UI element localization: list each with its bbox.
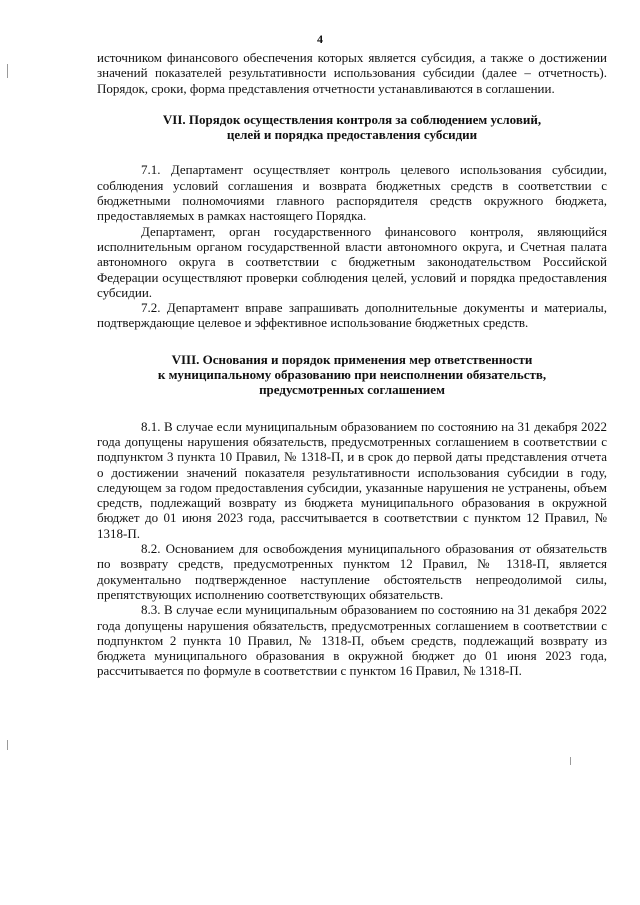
scan-mark-right [570,757,571,765]
scan-mark-bottom [7,740,8,750]
section-8-title-line-2: к муниципальному образованию при неисполнении обязательств, [157,367,547,383]
section-8-paragraph-8-1: 8.1. В случае если муниципальным образованием по состоянию на 31 декабря 2022 года допущены нарушения обязательств, предусмотренных соглашением в соответствии с подпунктом 3 пункта 10 Правил, № 1318-П, и в срок до первой даты представления отчета о достижении значений показателя результативности использования субсидии в году, следующем за годом предоставления субсидии, указанные нарушения не устранены, объем средств, подлежащий возврату из бюджета муниципального образования в окружной бюджет до 01 июня 2023 года, рассчитывается в соответствии с пунктом 12 Правил, № 1318-П. [97,418,607,541]
section-7-title [97,112,607,143]
section-8-paragraph-8-3: 8.3. В случае если муниципальным образованием по состоянию на 31 декабря 2022 года допущены нарушения обязательств, предусмотренных соглашением в соответствии с подпунктом 2 пункта 10 Правил, № 1318-П, объем средств, подлежащий возврату из бюджета муниципального образования в окружной бюджет до 01 июня 2023 года, рассчитывается по формуле в соответствии с пунктом 16 Правил, № 1318-П. [97,602,607,679]
section-7-paragraph-control: Департамент, орган государственного финансового контроля, являющийся исполнительным органом государственной власти автономного округа, и Счетная палата автономного округа в соответствии с бюджетным законодательством Российской Федерации осуществляют проверки соблюдения целей, условий и порядка предоставления субсидии. [97,223,607,300]
intro-paragraph: источником финансового обеспечения которых является субсидия, а также о достижении значений показателей результативности использования субсидии (далее – отчетность). Порядок, сроки, форма представления отчетности устанавливаются в соглашении. [97,50,607,96]
section-8-title [97,352,607,398]
section-8-title-line-1: VIII. Основания и порядок применения мер ответственности [171,351,533,367]
section-8-title-line-3: предусмотренных соглашением [259,382,445,398]
section-7-paragraph-7-2: 7.2. Департамент вправе запрашивать дополнительные документы и материалы, подтверждающие целевое и эффективное использование бюджетных средств. [97,300,607,331]
section-7-title-line-2: целей и порядка предоставления субсидии [226,127,478,143]
section-7-title-line-1: VII. Порядок осуществления контроля за соблюдением условий, [162,111,542,127]
section-7-paragraph-7-1: 7.1. Департамент осуществляет контроль целевого использования субсидии, соблюдения условий соглашения и возврата бюджетных средств в соответствии с бюджетными полномочиями главного распорядителя средств окружного бюджета, предоставляемых в рамках настоящего Порядка. [97,162,607,224]
scan-mark-top [7,64,8,78]
page-number: 4 [317,32,323,46]
section-8-paragraph-8-2: 8.2. Основанием для освобождения муниципального образования от обязательств по возврату средств, предусмотренных пунктом 12 Правил, № 1318-П, является документально подтвержденное наступление обстоятельств непреодолимой силы, препятствующих исполнению соответствующих обязательств. [97,541,607,602]
document-body [97,50,607,679]
